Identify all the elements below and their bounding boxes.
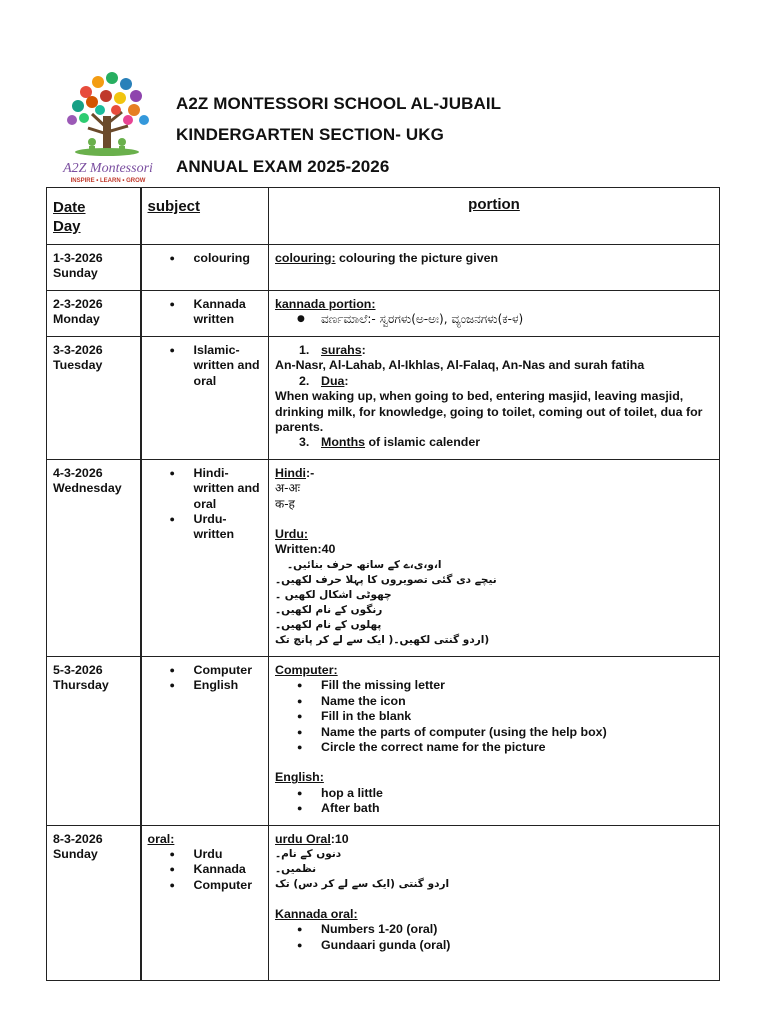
surahs-text: An-Nasr, Al-Lahab, Al-Ikhlas, Al-Falaq, An-Nas and surah fatiha <box>275 358 645 373</box>
portion-cell: kannada portion: ● ವರ್ಣಮಾಲೆ:- ಸ್ವರಗಳು(ಅ-ಅಃ), ವ್ಯಂಜನಗಳು(ಕ-ಳ) <box>269 291 720 337</box>
portion-cell: colouring: colouring the picture given <box>269 245 720 291</box>
school-logo <box>56 68 160 186</box>
dua-text: When waking up, when going to bed, entering masjid, leaving masjid, drinking milk, for knowledge, going to toilet, coming out of toilet, dua for parents. <box>275 389 703 435</box>
portion-cell: Hindi:- अ-अः क-ह Urdu: Written:40 ا،و،ی،ے کے ساتھ حرف بنائیں۔ نیچے دی گئی تصویروں کا پہلا حرف لکھیں۔ چھوٹی اشکال لکھیں ۔ رنگوں کے نام لکھیں۔ پھلوں کے نام لکھیں۔ (اردو گنتی لکھیں۔( ایک سے لے کر پانچ تک <box>269 459 720 656</box>
tree-icon <box>67 72 149 156</box>
list-item: ● Numbers 1-20 (oral) <box>275 922 713 937</box>
list-item: ● Kannada <box>148 862 263 877</box>
date-cell: 3-3-2026 Tuesday <box>47 337 141 460</box>
portion-cell: urdu Oral:10 دنوں کے نام۔ نظمیں۔ اردو گنتی (ایک سے لے کر دس) تک Kannada oral: ● Numbers 1-20 (oral) ● Gundaari gunda (oral) <box>269 825 720 980</box>
subject-cell <box>141 337 269 460</box>
list-item: ● Kannada written <box>148 297 263 328</box>
subject-cell <box>141 291 269 337</box>
date-cell: 8-3-2026 Sunday <box>47 825 141 980</box>
portion-cell: 1. surahs: An-Nasr, Al-Lahab, Al-Ikhlas, Al-Falaq, An-Nas and surah fatiha 2. Dua: When waking up, when going to bed, entering masjid, leaving masjid, drinking milk, for knowledge, going to toilet, coming out of toilet, dua for parents. 3. Months of islamic calender <box>269 337 720 460</box>
subject-cell <box>141 656 269 825</box>
list-item: ● Circle the correct name for the picture <box>275 740 713 755</box>
table-row <box>47 825 720 980</box>
list-item: ● After bath <box>275 801 713 816</box>
table-row <box>47 291 720 337</box>
date-cell: 4-3-2026 Wednesday <box>47 459 141 656</box>
logo-brand-text: A2Z Montessori <box>63 161 153 176</box>
table-row <box>47 337 720 460</box>
list-item: ● Computer <box>148 663 263 678</box>
header-subject: subject <box>141 188 269 245</box>
logo-tagline: INSPIRE • LEARN • GROW <box>70 178 146 184</box>
list-item: ● Urdu <box>148 847 263 862</box>
list-item: ● Urdu- written <box>148 512 263 543</box>
list-item: ● Hindi- written and oral <box>148 466 263 512</box>
list-item: ● Fill the missing letter <box>275 678 713 693</box>
list-item: ● Gundaari gunda (oral) <box>275 938 713 953</box>
list-item: ● Name the parts of computer (using the help box) <box>275 725 713 740</box>
subject-cell: oral: ● Urdu ● Kannada ● Computer <box>141 825 269 980</box>
table-row <box>47 656 720 825</box>
subject-cell <box>141 245 269 291</box>
list-item: ● Computer <box>148 878 263 893</box>
portion-cell: Computer: ● Fill the missing letter ● Name the icon ● Fill in the blank ● Name the parts of computer (using the help box) ● Circle the correct name for the picture English: ● hop a little ● After bath <box>269 656 720 825</box>
subject-cell <box>141 459 269 656</box>
table-header-row <box>47 188 720 245</box>
date-cell: 1-3-2026 Sunday <box>47 245 141 291</box>
exam-schedule-table <box>46 187 720 981</box>
header-portion: portion <box>269 188 720 245</box>
date-cell: 2-3-2026 Monday <box>47 291 141 337</box>
list-item: ● Islamic- written and oral <box>148 343 263 389</box>
list-item: ● Fill in the blank <box>275 709 713 724</box>
list-item: ● ವರ್ಣಮಾಲೆ:- ಸ್ವರಗಳು(ಅ-ಅಃ), ವ್ಯಂಜನಗಳು(ಕ-ಳ) <box>275 312 713 327</box>
table-row <box>47 459 720 656</box>
header-date-day: Date Day <box>47 188 141 245</box>
list-item: ● English <box>148 678 263 693</box>
exam-title: ANNUAL EXAM 2025-2026 <box>176 157 390 176</box>
list-item: ● hop a little <box>275 786 713 801</box>
section-name: KINDERGARTEN SECTION- UKG <box>176 125 444 144</box>
list-item: ● colouring <box>148 251 263 266</box>
list-item: ● Name the icon <box>275 694 713 709</box>
table-row <box>47 245 720 291</box>
school-name: A2Z MONTESSORI SCHOOL AL-JUBAIL <box>176 94 502 113</box>
date-cell: 5-3-2026 Thursday <box>47 656 141 825</box>
